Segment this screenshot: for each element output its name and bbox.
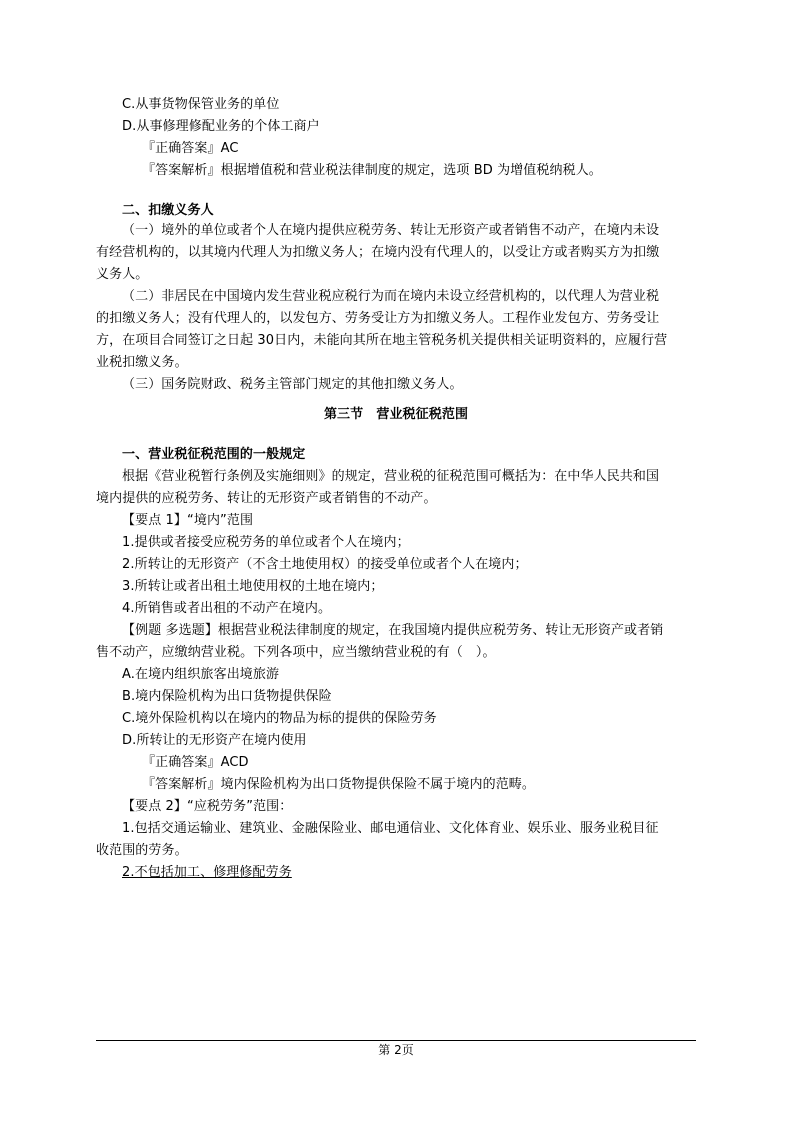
text-line: 2.所转让的无形资产（不含土地使用权）的接受单位或者个人在境内； [122,557,528,572]
text-line: 义务人。 [96,267,149,282]
text-line: （二）非居民在中国境内发生营业税应税行为而在境内未设立经营机构的，以代理人为营业税 [122,289,660,304]
text-line: 1.提供或者接受应税劳务的单位或者个人在境内； [122,535,410,550]
text-line: 『答案解析』根据增值税和营业税法律制度的规定，选项 BD 为增值税纳税人。 [142,163,602,178]
text-line: （一）境外的单位或者个人在境内提供应税劳务、转让无形资产或者销售不动产，在境内未设 [122,223,660,238]
text-line: 收范围的劳务。 [96,843,188,858]
text-line: 【要点 2】“应税劳务”范围： [122,799,293,814]
text-line: 根据《营业税暂行条例及实施细则》的规定，营业税的征税范围可概括为：在中华人民共和国 [122,469,660,484]
text-line: 『答案解析』境内保险机构为出口货物提供保险不属于境内的范畴。 [142,777,536,792]
text-line: 『正确答案』ACD [142,755,249,770]
page-number: 第 2页 [378,1043,414,1057]
text-line: 售不动产，应缴纳营业税。下列各项中，应当缴纳营业税的有（ ）。 [96,645,496,660]
text-line: 境内提供的应税劳务、转让的无形资产或者销售的不动产。 [96,491,437,506]
text-line: （三）国务院财政、税务主管部门规定的其他扣缴义务人。 [122,377,463,392]
text-line: 有经营机构的，以其境内代理人为扣缴义务人；在境内没有代理人的，以受让方或者购买方为扣缴 [96,245,660,260]
footer-divider [96,1040,696,1041]
text-line: 方，在项目合同签订之日起 30日内，未能向其所在地主管税务机关提供相关证明资料的，应履行营 [96,333,668,348]
text-line: 二、扣缴义务人 [122,203,214,218]
text-line: D.从事修理修配业务的个体工商户 [122,119,320,134]
text-line: 4.所销售或者出租的不动产在境内。 [122,601,332,616]
text-line: A.在境内组织旅客出境旅游 [122,667,280,682]
text-line: D.所转让的无形资产在境内使用 [122,733,307,748]
text-line: 3.所转让或者出租土地使用权的土地在境内； [122,579,384,594]
text-line: 的扣缴义务人；没有代理人的，以发包方、劳务受让方为扣缴义务人。工程作业发包方、劳务受让 [96,311,660,326]
text-line: C.境外保险机构以在境内的物品为标的提供的保险劳务 [122,711,437,726]
text-line: C.从事货物保管业务的单位 [122,97,280,112]
text-line: B.境内保险机构为出口货物提供保险 [122,689,332,704]
text-line: 业税扣缴义务。 [96,355,188,370]
text-line: 1.包括交通运输业、建筑业、金融保险业、邮电通信业、文化体育业、娱乐业、服务业税目征 [122,821,659,836]
text-line: 【要点 1】“境内”范围 [122,513,254,528]
text-line: 一、营业税征税范围的一般规定 [122,447,306,462]
text-line: 2.不包括加工、修理修配劳务 [122,865,292,880]
text-line: 【例题 多选题】根据营业税法律制度的规定，在我国境内提供应税劳务、转让无形资产或者销 [122,623,664,638]
text-line: 第三节 营业税征税范围 [323,407,469,422]
text-line: 『正确答案』AC [142,141,239,156]
